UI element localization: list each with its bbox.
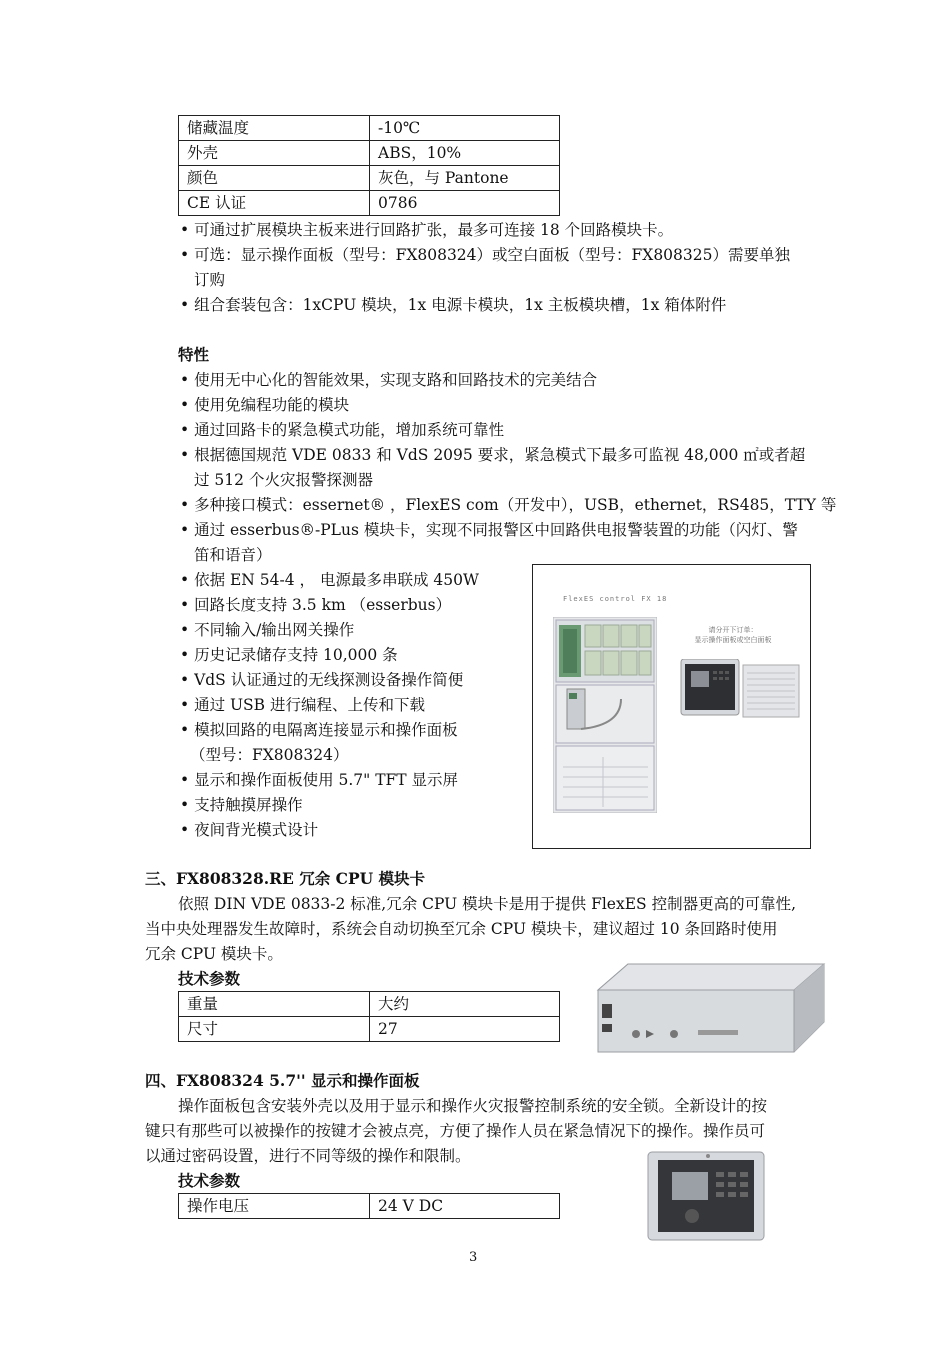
display-panel-image [646, 1150, 766, 1242]
paragraph-line: 当中央处理器发生故障时，系统会自动切换至冗余 CPU 模块卡，建议超过 10 条回路时使用 [145, 920, 778, 938]
params-heading: 技术参数 [178, 969, 241, 988]
product-figure [532, 564, 811, 849]
paragraph-line: 键只有那些可以被操作的按键才会被点亮，方便了操作人员在紧急情况下的操作。操作员可 [145, 1122, 766, 1140]
table-row [179, 141, 560, 166]
list-item: • 通过 USB 进行编程、上传和下载 [180, 696, 425, 714]
figure-note [663, 625, 803, 645]
list-item: • 使用免编程功能的模块 [180, 396, 350, 414]
features-heading: 特性 [178, 345, 210, 364]
table-cell: 0786 [370, 191, 560, 216]
table-row [179, 1017, 560, 1042]
table-cell: 24 V DC [370, 1194, 560, 1219]
list-item: • 组合套装包含：1xCPU 模块，1x 电源卡模块，1x 主板模块槽，1x 箱体附件 [180, 296, 727, 314]
table-cell: 操作电压 [179, 1194, 370, 1219]
list-item: • 不同输入/输出网关操作 [180, 621, 355, 639]
figure-caption: FlexES control FX 18 [563, 595, 668, 603]
table-cell: 外壳 [179, 141, 370, 166]
table-cell: 大约 [370, 992, 560, 1017]
list-item: • 可选：显示操作面板（型号：FX808324）或空白面板（型号：FX808325）需要单独 [180, 246, 790, 264]
list-item: • 夜间背光模式设计 [180, 821, 319, 839]
list-item: • 通过 esserbus®-PLus 模块卡，实现不同报警区中回路供电报警装置的功能（闪灯、警 [180, 521, 798, 539]
table-row [179, 116, 560, 141]
list-item: • 回路长度支持 3.5 km （esserbus） [180, 596, 452, 614]
figure-note-line: 显示操作面板或空白面板 [694, 636, 772, 644]
list-item: • 依据 EN 54-4 ， 电源最多串联成 450W [180, 571, 479, 589]
paragraph-line: 操作面板包含安装外壳以及用于显示和操作火灾报警控制系统的安全锁。全新设计的按 [178, 1097, 768, 1115]
table-cell: 颜色 [179, 166, 370, 191]
table-row [179, 166, 560, 191]
table-cell: 27 [370, 1017, 560, 1042]
paragraph-line: 以通过密码设置，进行不同等级的操作和限制。 [145, 1147, 471, 1165]
table-cell: 重量 [179, 992, 370, 1017]
spec-table-3 [178, 1193, 560, 1219]
panels-image [679, 659, 803, 723]
page-number: 3 [469, 1250, 478, 1265]
table-cell: CE 认证 [179, 191, 370, 216]
table-cell: -10℃ [370, 116, 560, 141]
section-heading: 三、FX808328.RE 冗余 CPU 模块卡 [145, 869, 426, 888]
paragraph-line: 冗余 CPU 模块卡。 [145, 945, 283, 963]
spec-table-2 [178, 991, 560, 1042]
list-item: • VdS 认证通过的无线探测设备操作简便 [180, 671, 464, 689]
list-item: • 可通过扩展模块主板来进行回路扩张，最多可连接 18 个回路模块卡。 [180, 221, 674, 239]
list-item: • 使用无中心化的智能效果，实现支路和回路技术的完美结合 [180, 371, 598, 389]
list-item: 订购 [194, 271, 226, 289]
section-heading: 四、FX808324 5.7'' 显示和操作面板 [145, 1071, 420, 1090]
figure-note-line: 请分开下订单： [708, 626, 758, 634]
table-cell: 灰色，与 Pantone [370, 166, 560, 191]
list-item: • 模拟回路的电隔离连接显示和操作面板 [180, 721, 458, 739]
cabinet-image [553, 617, 657, 813]
table-cell: ABS，10% [370, 141, 560, 166]
cpu-module-image [588, 960, 828, 1056]
list-item: • 通过回路卡的紧急模式功能，增加系统可靠性 [180, 421, 505, 439]
spec-table-1 [178, 115, 560, 216]
table-cell: 尺寸 [179, 1017, 370, 1042]
table-row [179, 191, 560, 216]
list-item: • 支持触摸屏操作 [180, 796, 303, 814]
list-item: • 显示和操作面板使用 5.7" TFT 显示屏 [180, 771, 459, 789]
table-row [179, 1194, 560, 1219]
list-item: 过 512 个火灾报警探测器 [194, 471, 373, 489]
paragraph-line: 依照 DIN VDE 0833-2 标准,冗余 CPU 模块卡是用于提供 FlexES 控制器更高的可靠性, [178, 895, 797, 913]
list-item: • 多种接口模式：essernet® ，FlexES com（开发中），USB，ethernet，RS485，TTY 等 [180, 496, 837, 514]
table-row [179, 992, 560, 1017]
params-heading: 技术参数 [178, 1171, 241, 1190]
list-item: （型号：FX808324） [190, 746, 349, 764]
list-item: 笛和语音） [194, 546, 272, 564]
list-item: • 历史记录储存支持 10,000 条 [180, 646, 398, 664]
list-item: • 根据德国规范 VDE 0833 和 VdS 2095 要求，紧急模式下最多可监视 48,000 ㎡或者超 [180, 446, 806, 464]
table-cell: 储藏温度 [179, 116, 370, 141]
